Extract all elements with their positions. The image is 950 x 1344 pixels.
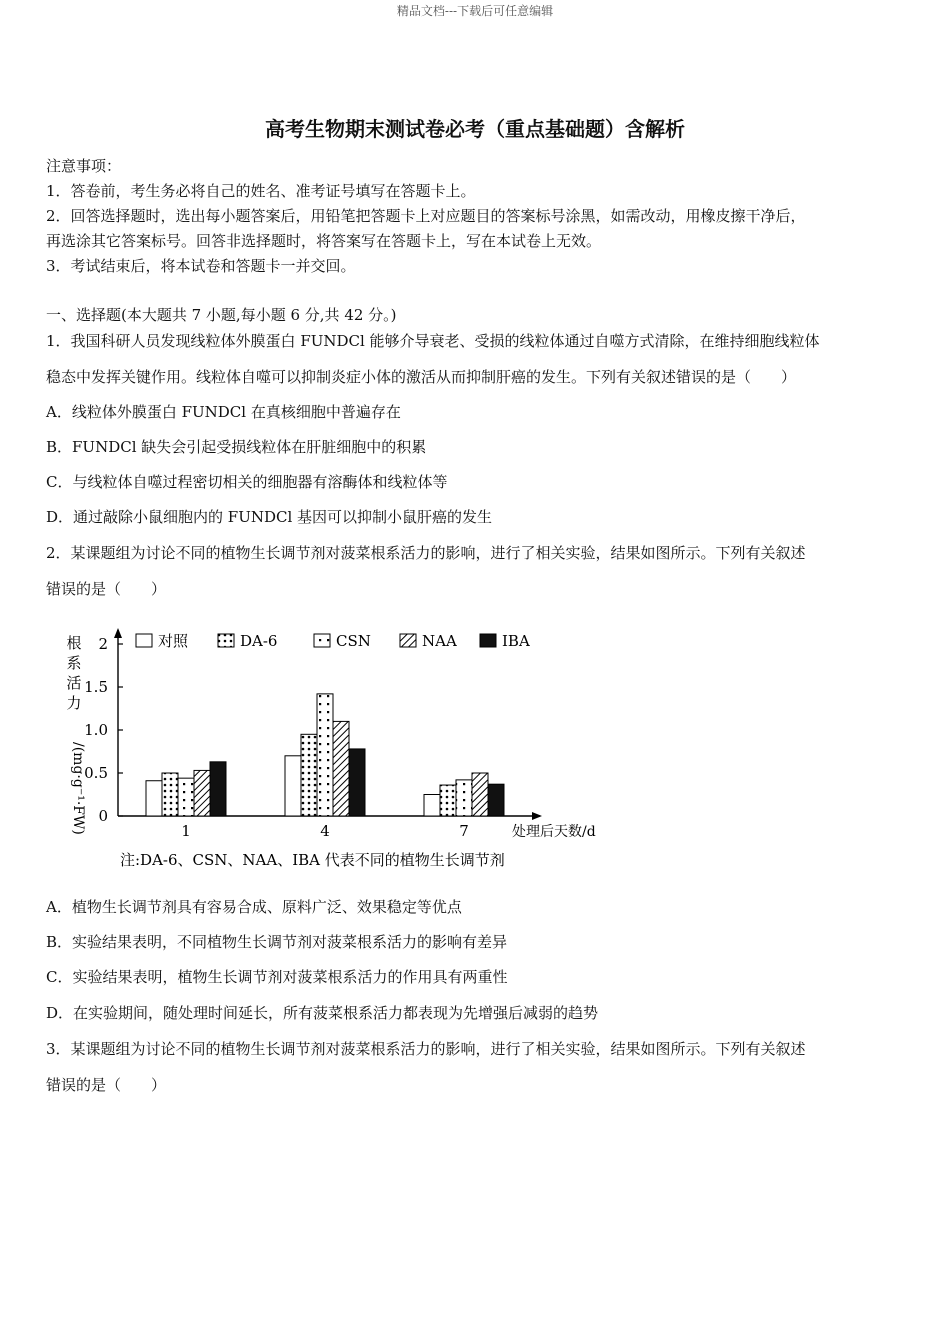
x-axis-label: 处理后天数/d xyxy=(512,824,596,840)
q3-stem: 3．某课题组为讨论不同的植物生长调节剂对菠菜根系活力的影响，进行了相关实验，结果如图所示。下列有关叙述 xyxy=(46,1040,806,1058)
legend-label: CSN xyxy=(336,632,371,650)
q1-option-d: D．通过敲除小鼠细胞内的 FUNDCl 基因可以抑制小鼠肝癌的发生 xyxy=(46,508,493,526)
bar xyxy=(285,756,301,816)
q2-option-b: B．实验结果表明，不同植物生长调节剂对菠菜根系活力的影响有差异 xyxy=(46,933,508,951)
legend-label: NAA xyxy=(422,632,457,650)
q3-stem: 错误的是（ ） xyxy=(46,1076,167,1094)
notice-item: 再选涂其它答案标号。回答非选择题时，将答案写在答题卡上，写在本试卷上无效。 xyxy=(46,232,602,250)
legend-swatch xyxy=(480,634,496,647)
q1-option-a: A．线粒体外膜蛋白 FUNDCl 在真核细胞中普遍存在 xyxy=(46,403,401,421)
bar xyxy=(424,795,440,817)
y-tick-label: 0.5 xyxy=(84,764,108,782)
q2-option-c: C．实验结果表明，植物生长调节剂对菠菜根系活力的作用具有两重性 xyxy=(46,968,508,986)
bar xyxy=(210,762,226,816)
bar xyxy=(472,773,488,816)
svg-text:/(mg·g⁻¹·FW): /(mg·g⁻¹·FW) xyxy=(70,742,86,835)
notice-item: 3．考试结束后，将本试卷和答题卡一并交回。 xyxy=(46,257,356,275)
notice-heading: 注意事项： xyxy=(46,157,122,175)
x-tick-label: 1 xyxy=(181,822,191,840)
bar xyxy=(146,781,162,816)
bar xyxy=(178,778,194,816)
q2-option-d: D．在实验期间，随处理时间延长，所有菠菜根系活力都表现为先增强后减弱的趋势 xyxy=(46,1004,599,1022)
chart-note: 注:DA-6、CSN、NAA、IBA 代表不同的植物生长调节剂 xyxy=(120,851,505,869)
legend-swatch xyxy=(136,634,152,647)
x-tick-label: 7 xyxy=(459,822,469,840)
q1-stem: 1．我国科研人员发现线粒体外膜蛋白 FUNDCl 能够介导衰老、受损的线粒体通过自噬方式清除，在维持细胞线粒体 xyxy=(46,332,820,350)
notice-item: 2．回答选择题时，选出每小题答案后，用铅笔把答题卡上对应题目的答案标号涂黑，如需改动，用橡皮擦干净后， xyxy=(46,207,806,225)
q2-option-a: A．植物生长调节剂具有容易合成、原料广泛、效果稳定等优点 xyxy=(46,898,462,916)
bar xyxy=(301,734,317,816)
bar xyxy=(488,784,504,816)
svg-text:根: 根 xyxy=(66,634,82,652)
q2-stem: 2．某课题组为讨论不同的植物生长调节剂对菠菜根系活力的影响，进行了相关实验，结果如图所示。下列有关叙述 xyxy=(46,544,806,562)
watermark: 精品文档---下载后可任意编辑 xyxy=(396,4,554,18)
q1-option-b: B．FUNDCl 缺失会引起受损线粒体在肝脏细胞中的积累 xyxy=(46,438,427,456)
bar xyxy=(317,694,333,816)
q2-stem: 错误的是（ ） xyxy=(46,580,167,598)
legend-label: DA-6 xyxy=(240,632,278,650)
y-tick-label: 0 xyxy=(98,807,108,825)
legend-label: IBA xyxy=(502,632,530,650)
legend-swatch xyxy=(314,634,330,647)
y-axis-arrow xyxy=(114,628,122,638)
bar xyxy=(456,780,472,816)
y-axis-label xyxy=(66,634,86,835)
q1-option-c: C．与线粒体自噬过程密切相关的细胞器有溶酶体和线粒体等 xyxy=(46,473,448,491)
bar xyxy=(440,785,456,816)
notice-item: 1．答卷前，考生务必将自己的姓名、准考证号填写在答题卡上。 xyxy=(46,182,476,200)
bar xyxy=(349,749,365,816)
y-tick-label: 2 xyxy=(98,635,108,653)
bar xyxy=(162,773,178,816)
bar xyxy=(333,721,349,816)
svg-text:系: 系 xyxy=(66,654,82,672)
legend-swatch xyxy=(218,634,234,647)
svg-text:活: 活 xyxy=(66,674,82,692)
x-tick-label: 4 xyxy=(320,822,330,840)
bar-chart xyxy=(60,620,630,880)
page-title: 高考生物期末测试卷必考（重点基础题）含解析 xyxy=(265,117,685,141)
y-tick-label: 1.0 xyxy=(84,721,108,739)
legend-label: 对照 xyxy=(158,632,189,650)
q1-stem: 稳态中发挥关键作用。线粒体自噬可以抑制炎症小体的激活从而抑制肝癌的发生。下列有关叙述错误的是（ ） xyxy=(46,368,797,386)
section-heading: 一、选择题(本大题共 7 小题,每小题 6 分,共 42 分。) xyxy=(46,306,397,324)
legend-swatch xyxy=(400,634,416,647)
svg-text:力: 力 xyxy=(66,694,82,712)
x-axis-arrow xyxy=(532,812,542,820)
bar xyxy=(194,770,210,816)
y-tick-label: 1.5 xyxy=(84,678,108,696)
